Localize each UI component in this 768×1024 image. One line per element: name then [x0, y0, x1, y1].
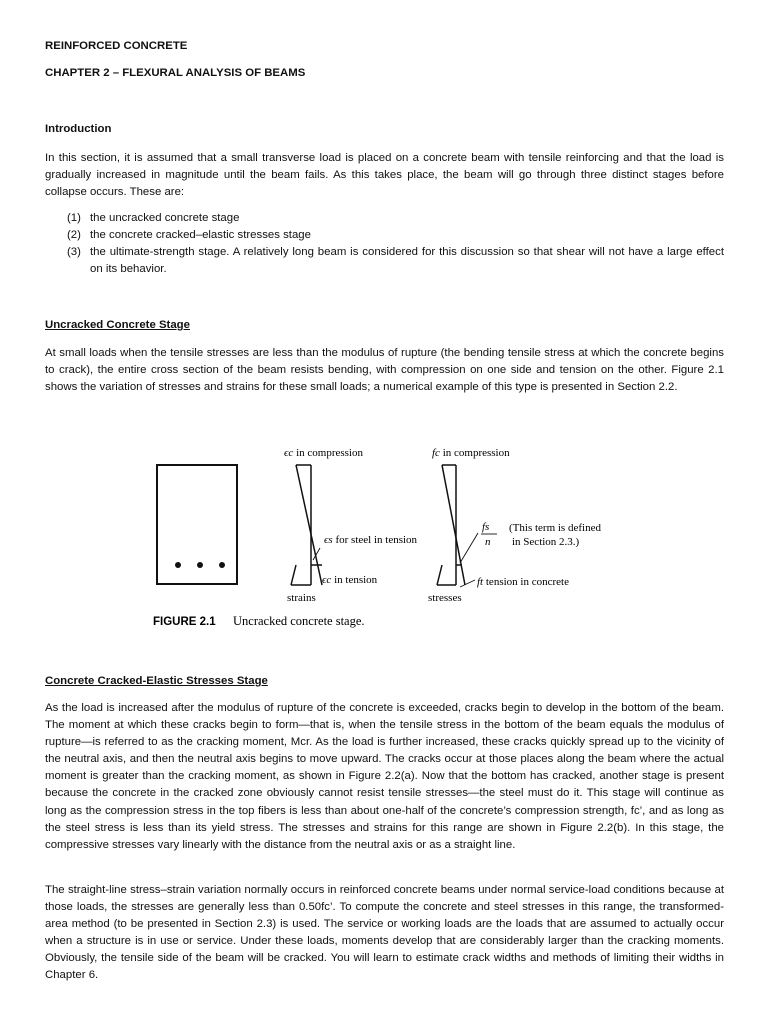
document-title: REINFORCED CONCRETE: [45, 40, 188, 52]
cracked-heading: Concrete Cracked-Elastic Stresses Stage: [45, 675, 268, 687]
stages-list: [45, 210, 724, 278]
introduction-heading: Introduction: [45, 123, 112, 135]
rebar-dot: [175, 562, 181, 568]
uncracked-paragraph: At small loads when the tensile stresses are less than the modulus of rupture (the bending tensile stress at which the concrete begins to crack), the entire cross section of the beam resists bending, with compression on one side and tension on the other. Figure 2.1 shows the variation of stresses and strains for these small loads; a numerical example of this type is presented in Section 2.2.: [45, 347, 724, 394]
note-line-1: (This term is defined: [509, 522, 601, 534]
strains-label: strains: [287, 592, 316, 604]
ft-tension-label: ft tension in concrete: [477, 576, 569, 588]
stress-diagram: [437, 465, 478, 587]
rebar-dot: [197, 562, 203, 568]
fs-label: fs: [482, 521, 490, 533]
cracked-paragraph-1: As the load is increased after the modulus of rupture of the concrete is exceeded, cracks begin to develop in the bottom of the beam. The moment at which these cracks begin to form—that is, when the tensile stress in the bottom of the beam equals the modulus of rupture—is referred to as the cracking moment, Mcr. As the load is further increased, these cracks quickly spread up to the vicinity of the neutral axis, and then the neutral axis begins to move upward. The cracks occur at those places along the beam where the actual moment is greater than the cracking moment, as shown in Figure 2.2(a). Now that the bottom has cracked, another stage is present because the concrete in the cracked zone obviously cannot resist tensile stresses—the steel must do it. This stage will continue as long as the compression stress in the top fibers is less than about one-half of the concrete’s compression strength, fc’, and as long as the steel stress is less than its yield stress. The stresses and strains for this range are shown in Figure 2.2(b). In this stage, the compressive stresses vary linearly with the distance from the neutral axis or as a straight line.: [45, 702, 724, 851]
fc-compression-label: fc in compression: [432, 447, 510, 459]
cracked-paragraph-2: The straight-line stress–strain variation normally occurs in reinforced concrete beams under normal service-load conditions because at those loads, the stresses are generally less than 0.50fc’. To compute the concrete and steel stresses in this range, the transformed-area method (to be presented in Section 2.3) is used. The service or working loads are the loads that are assumed to actually occur when a structure is in use or service. Under these loads, moments develop that are considerably larger than the cracking moments. Obviously, the tensile side of the beam will be cracked. You will learn to estimate crack widths and methods of limiting their widths in Chapter 6.: [45, 884, 724, 982]
stresses-label: stresses: [428, 592, 462, 604]
n-label: n: [485, 536, 491, 548]
list-item: (1) the uncracked concrete stage: [67, 212, 240, 224]
es-steel-label: ϵs for steel in tension: [324, 534, 418, 546]
beam-cross-section: [157, 465, 237, 584]
introduction-paragraph: In this section, it is assumed that a small transverse load is placed on a concrete beam with tensile reinforcing and that the load is gradually increased in magnitude until the beam fails. As this takes place, the beam will go through three distinct stages before collapse occurs. These are:: [45, 152, 724, 199]
chapter-title: CHAPTER 2 – FLEXURAL ANALYSIS OF BEAMS: [45, 67, 306, 79]
ec-tension-label: ϵc in tension: [322, 574, 378, 586]
figure-caption-text: Uncracked concrete stage.: [233, 614, 365, 628]
strain-diagram: [291, 465, 322, 585]
list-item: (2) the concrete cracked–elastic stresses stage: [67, 229, 311, 242]
list-item: (3) the ultimate-strength stage. A relatively long beam is considered for this discussion so that shear will not have a large effect on its behavior.: [67, 246, 724, 276]
rebar-dot: [219, 562, 225, 568]
ec-compression-label: ϵc in compression: [284, 447, 363, 459]
note-line-2: in Section 2.3.): [512, 536, 580, 548]
uncracked-heading: Uncracked Concrete Stage: [45, 319, 190, 331]
figure-caption-number: FIGURE 2.1: [153, 616, 216, 628]
